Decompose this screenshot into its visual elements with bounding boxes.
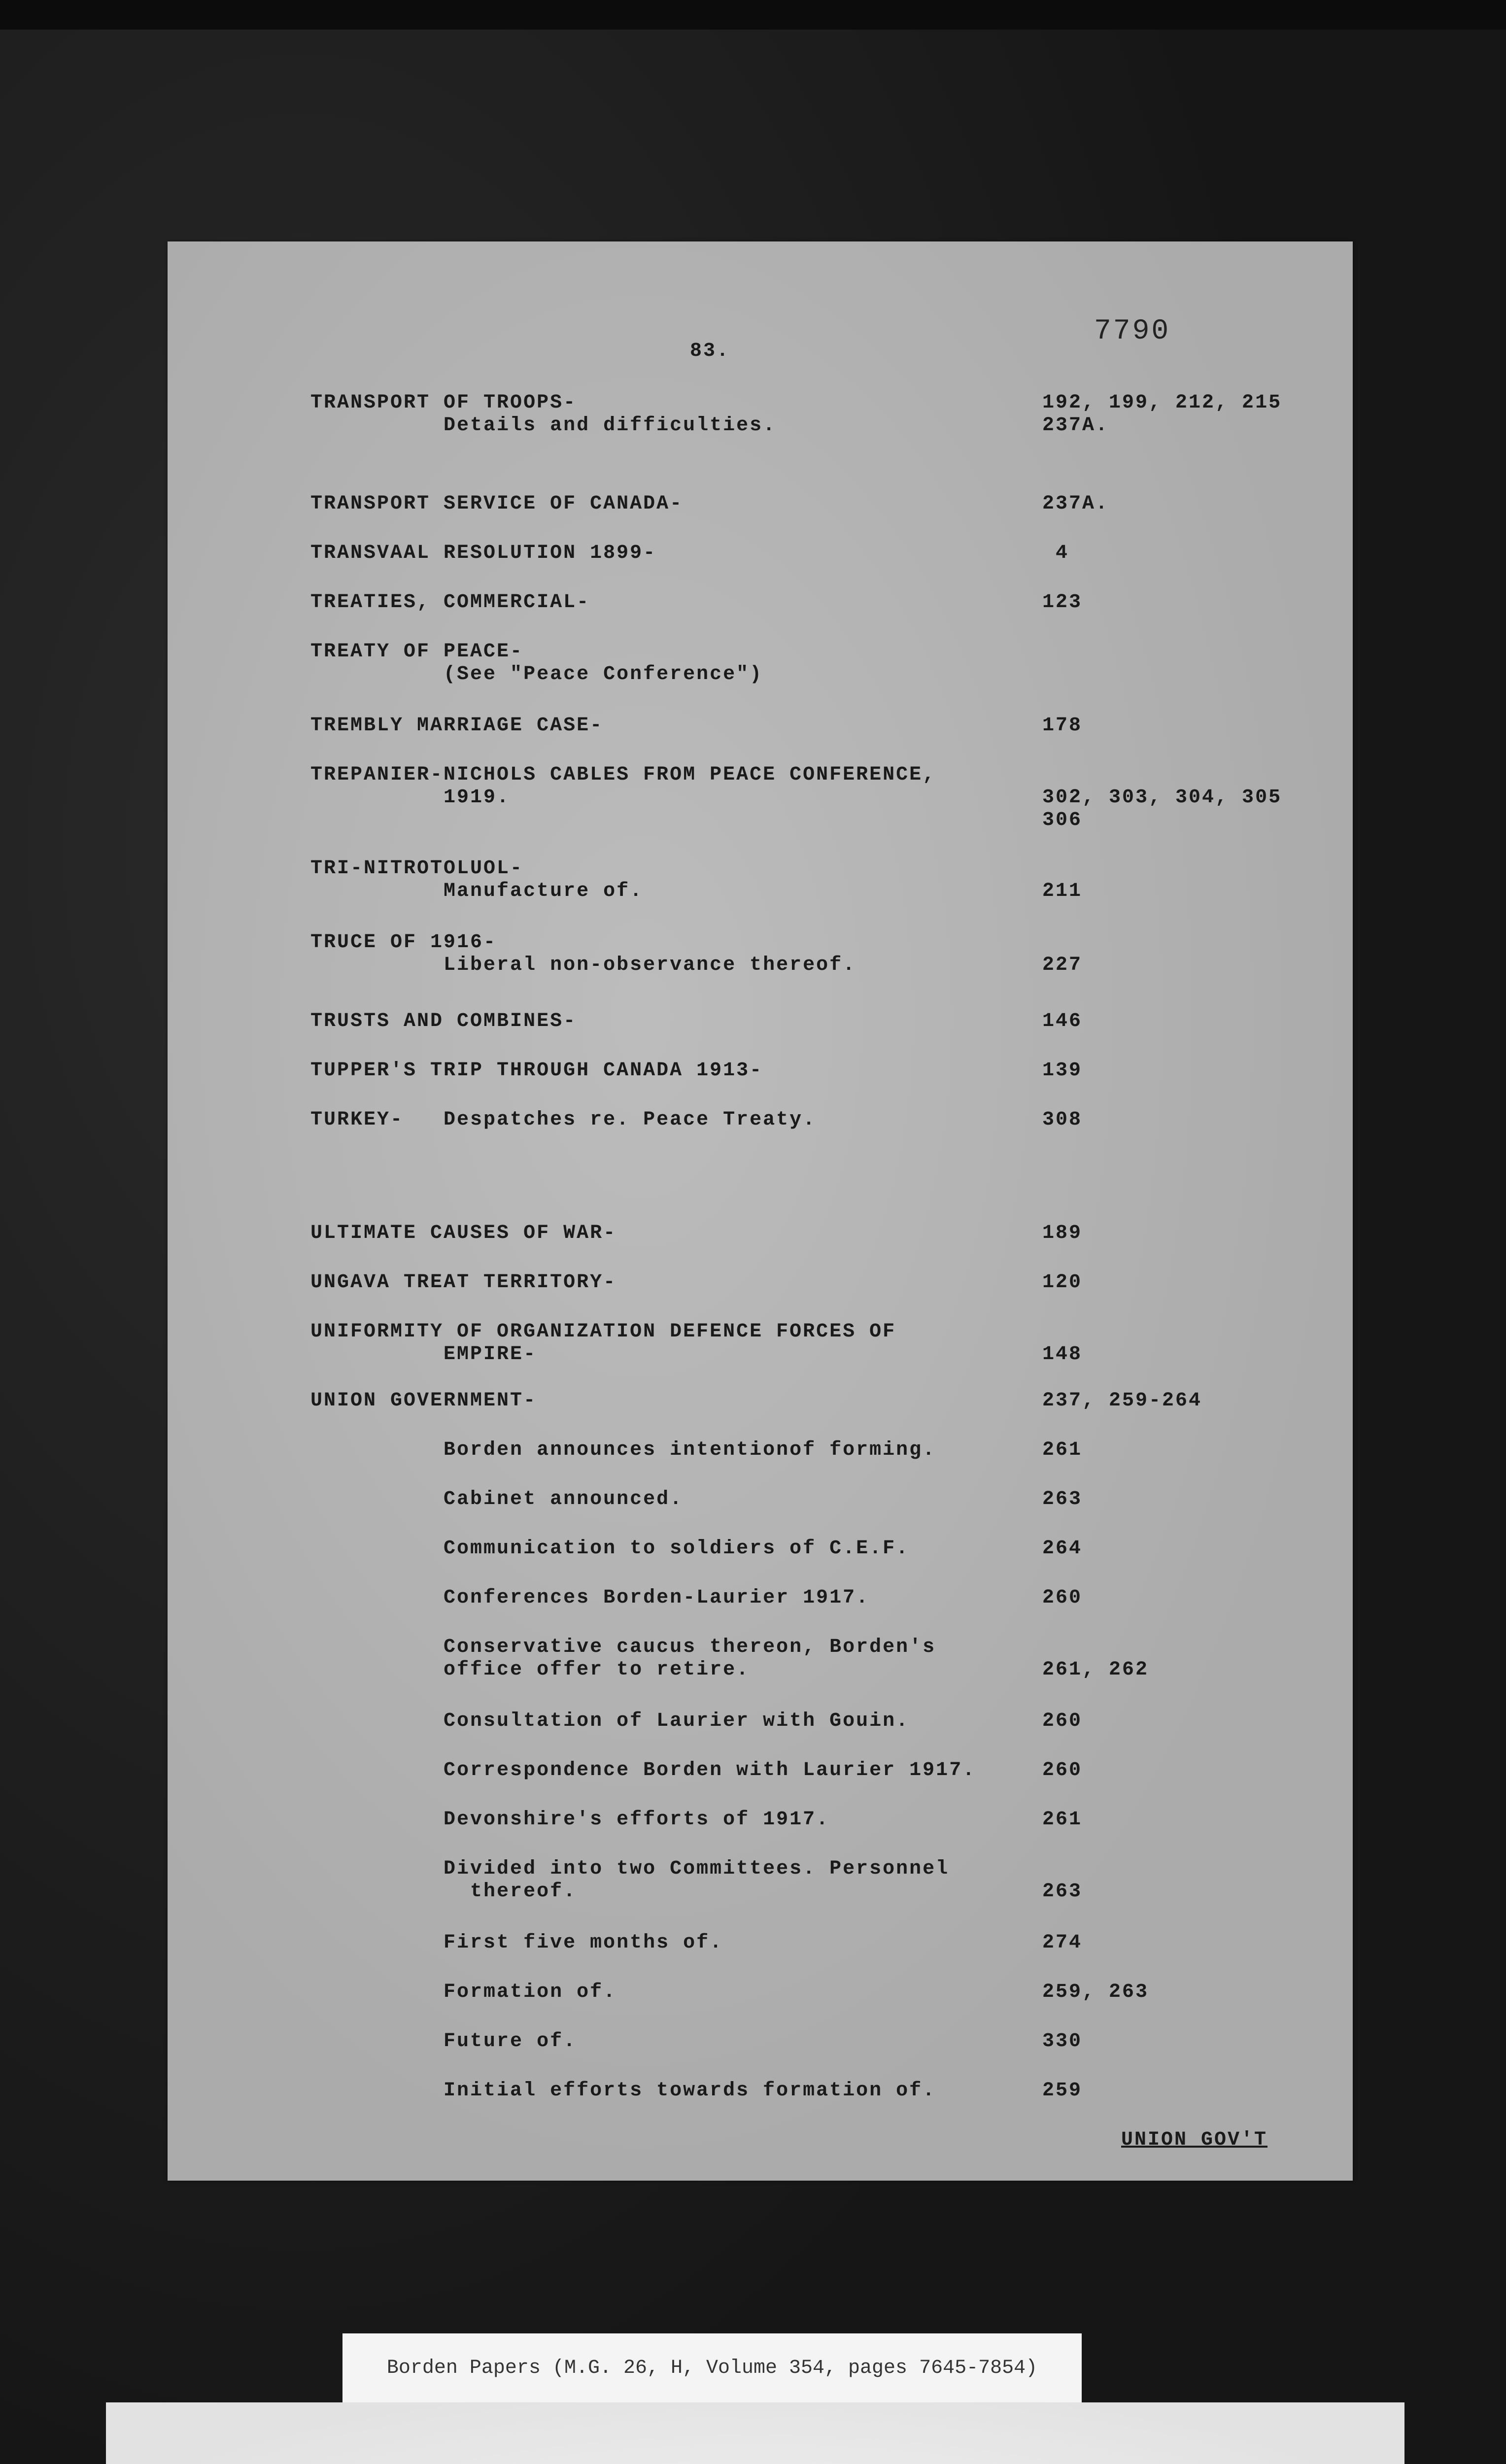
entry-text-uniformity: UNIFORMITY OF ORGANIZATION DEFENCE FORCES OF [310,1321,896,1343]
microfilm-label-strip: Borden Papers (M.G. 26, H, Volume 354, pages 7645-7854) [342,2333,1082,2402]
entry-text-formation: Formation of. [310,1981,617,2003]
entry-text-union-government: UNION GOVERNMENT- [310,1390,537,1412]
entry-text-treaty-of-peace: TREATY OF PEACE- [310,641,524,663]
entry-pages-correspondence: 260 [1042,1759,1083,1781]
entry-text-divided: thereof. [310,1881,577,1903]
entry-text-tupper: TUPPER'S TRIP THROUGH CANADA 1913- [310,1060,763,1082]
entry-pages-turkey: 308 [1042,1109,1083,1131]
entry-text-conservative-caucus: office offer to retire. [310,1659,750,1681]
entry-text-tri-nitrotoluol: TRI-NITROTOLUOL- [310,857,524,880]
entry-text-truce: Liberal non-observance thereof. [310,954,856,976]
entry-pages-ungava: 120 [1042,1271,1083,1294]
entry-text-transport-of-troops: TRANSPORT OF TROOPS- [310,392,577,414]
entry-text-first-five-months: First five months of. [310,1932,723,1954]
entry-text-initial-efforts: Initial efforts towards formation of. [310,2080,936,2102]
entry-text-treaties: TREATIES, COMMERCIAL- [310,591,590,614]
entry-text-consultation: Consultation of Laurier with Gouin. [310,1710,910,1732]
entry-text-truce: TRUCE OF 1916- [310,931,497,954]
entry-pages-divided: 263 [1042,1881,1083,1903]
entry-pages-treaties: 123 [1042,591,1083,614]
entry-pages-trepanier: 302, 303, 304, 305 [1042,787,1282,809]
index-page [168,241,1353,2181]
page-number: 83. [690,340,730,362]
entry-pages-consultation: 260 [1042,1710,1083,1732]
archive-target-card [106,2402,1404,2464]
entry-pages-transport-service: 237A. [1042,493,1109,515]
entry-text-communication: Communication to soldiers of C.E.F. [310,1538,910,1560]
entry-text-borden-announces: Borden announces intentionof forming. [310,1439,936,1461]
entry-pages-transport-of-troops: 237A. [1042,414,1109,437]
entry-text-transvaal: TRANSVAAL RESOLUTION 1899- [310,542,657,564]
entry-text-treaty-of-peace: (See "Peace Conference") [310,663,763,685]
entry-pages-truce: 227 [1042,954,1083,976]
entry-pages-borden-announces: 261 [1042,1439,1083,1461]
entry-text-tri-nitrotoluol: Manufacture of. [310,880,644,902]
entry-text-devonshire: Devonshire's efforts of 1917. [310,1809,830,1831]
entry-pages-initial-efforts: 259 [1042,2080,1083,2102]
entry-pages-transport-of-troops: 192, 199, 212, 215 [1042,392,1282,414]
entry-pages-trusts: 146 [1042,1010,1083,1032]
entry-text-trembly: TREMBLY MARRIAGE CASE- [310,715,604,737]
entry-text-ungava: UNGAVA TREAT TERRITORY- [310,1271,617,1294]
entry-text-turkey: TURKEY- Despatches re. Peace Treaty. [310,1109,817,1131]
entry-text-correspondence: Correspondence Borden with Laurier 1917. [310,1759,976,1781]
entry-text-future: Future of. [310,2030,577,2053]
entry-text-uniformity: EMPIRE- [310,1343,537,1366]
entry-pages-trembly: 178 [1042,715,1083,737]
entry-text-divided: Divided into two Committees. Personnel [310,1858,950,1880]
stamp-number: 7790 [1094,315,1171,347]
entry-pages-transvaal: 4 [1042,542,1069,564]
entry-text-conservative-caucus: Conservative caucus thereon, Borden's [310,1636,936,1658]
entry-text-ultimate-causes: ULTIMATE CAUSES OF WAR- [310,1222,617,1244]
entry-text-transport-of-troops: Details and difficulties. [310,414,777,437]
entry-pages-trepanier: 306 [1042,809,1083,831]
entry-pages-formation: 259, 263 [1042,1981,1149,2003]
entry-text-conferences: Conferences Borden-Laurier 1917. [310,1587,870,1609]
entry-pages-future: 330 [1042,2030,1083,2053]
entry-pages-conservative-caucus: 261, 262 [1042,1659,1149,1681]
entry-pages-first-five-months: 274 [1042,1932,1083,1954]
footer-continuation: UNION GOV'T [1121,2129,1268,2151]
entry-pages-devonshire: 261 [1042,1809,1083,1831]
entry-pages-tupper: 139 [1042,1060,1083,1082]
film-edge-top [0,0,1506,30]
entry-pages-tri-nitrotoluol: 211 [1042,880,1083,902]
entry-pages-uniformity: 148 [1042,1343,1083,1366]
entry-pages-conferences: 260 [1042,1587,1083,1609]
entry-text-trepanier: 1919. [310,787,511,809]
entry-pages-union-government: 237, 259-264 [1042,1390,1202,1412]
entry-text-trepanier: TREPANIER-NICHOLS CABLES FROM PEACE CONFERENCE, [310,764,936,786]
entry-text-trusts: TRUSTS AND COMBINES- [310,1010,577,1032]
entry-text-transport-service: TRANSPORT SERVICE OF CANADA- [310,493,684,515]
entry-pages-ultimate-causes: 189 [1042,1222,1083,1244]
entry-pages-cabinet-announced: 263 [1042,1488,1083,1510]
entry-pages-communication: 264 [1042,1538,1083,1560]
entry-text-cabinet-announced: Cabinet announced. [310,1488,684,1510]
